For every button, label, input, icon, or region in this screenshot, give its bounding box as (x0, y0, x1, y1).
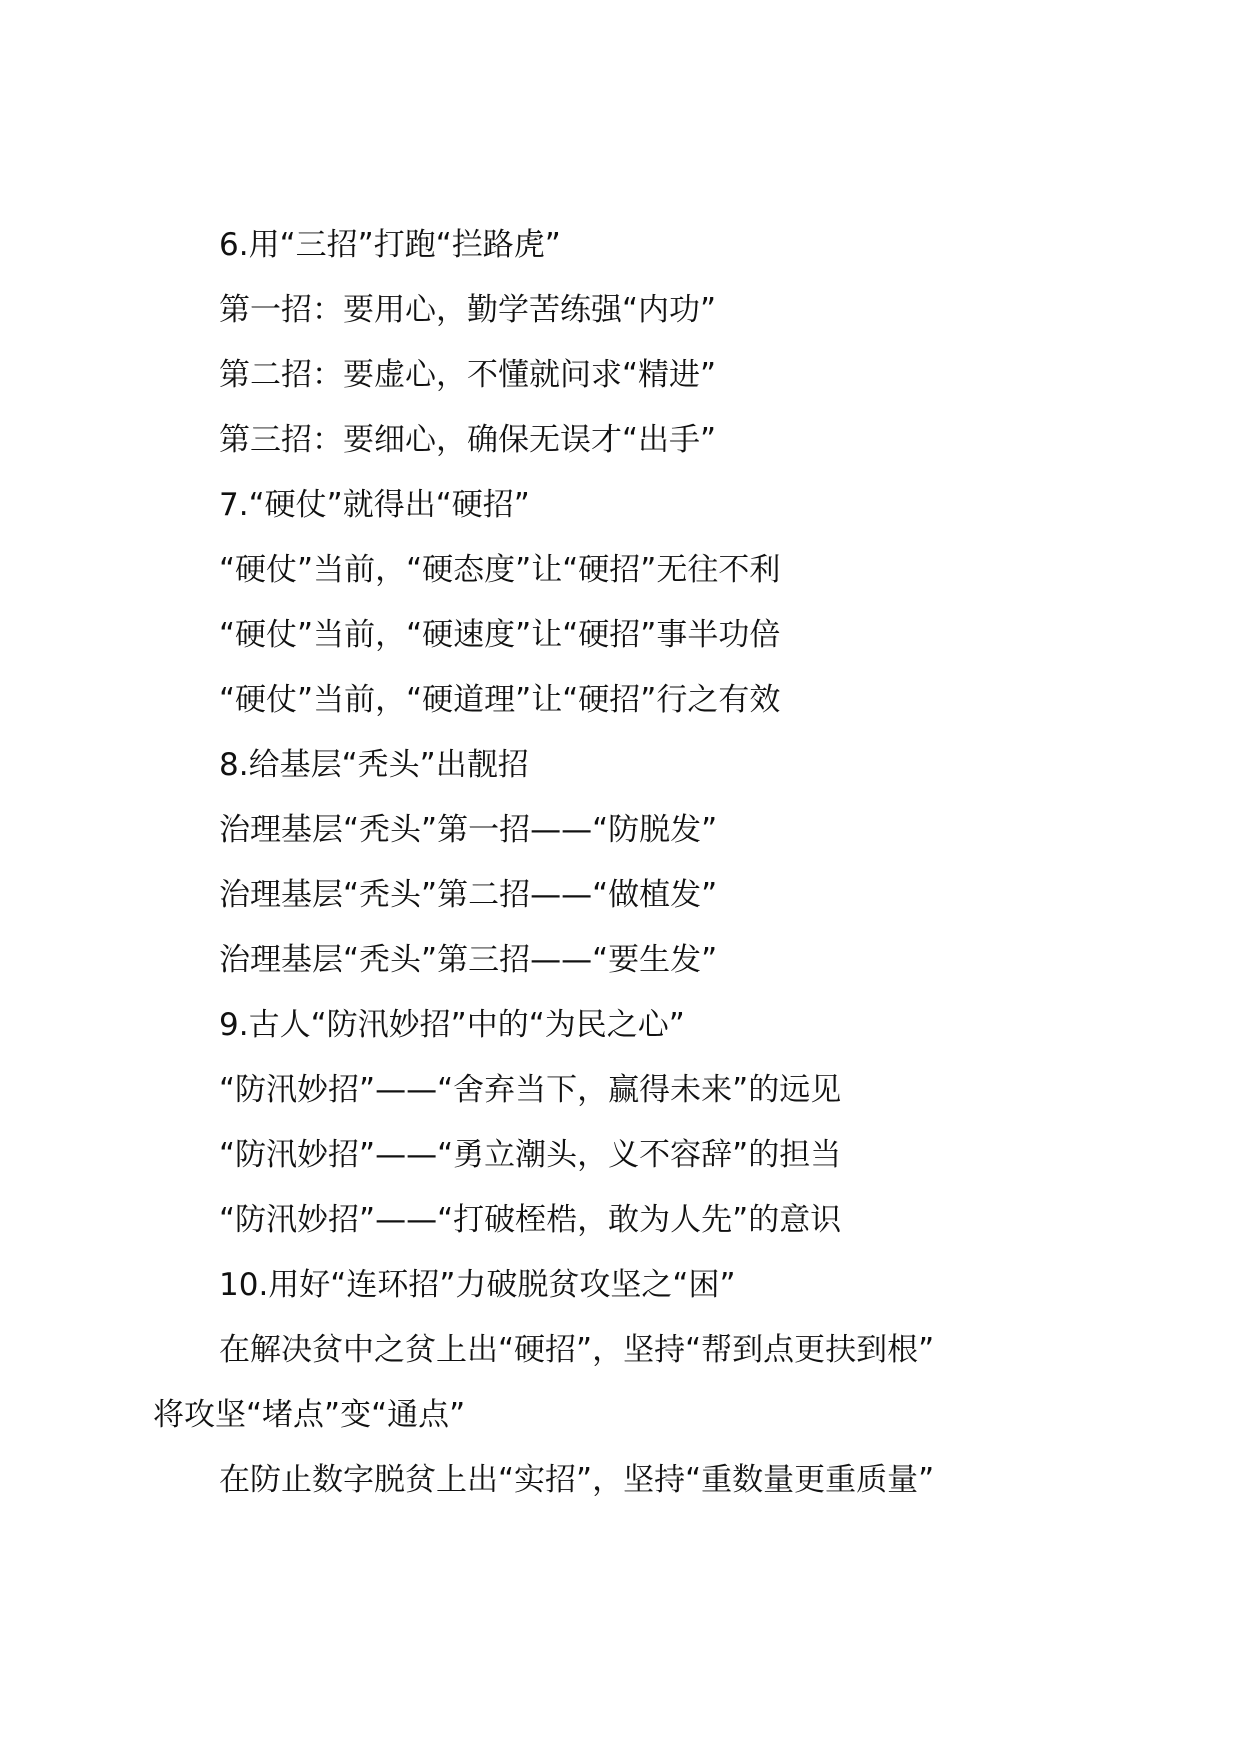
text-line: “硬仗”当前，“硬速度”让“硬招”事半功倍 (219, 617, 781, 653)
section-heading-9: 9.古人“防汛妙招”中的“为民之心” (219, 1007, 685, 1043)
document-body (153, 213, 1093, 1513)
text-line: “防汛妙招”——“勇立潮头，义不容辞”的担当 (219, 1137, 842, 1173)
text-line: 在防止数字脱贫上出“实招”，坚持“重数量更重质量” (219, 1462, 935, 1498)
text-line: 治理基层“秃头”第二招——“做植发” (219, 877, 718, 913)
text-line: “硬仗”当前，“硬道理”让“硬招”行之有效 (219, 682, 781, 718)
section-heading-10: 10.用好“连环招”力破脱贫攻坚之“困” (219, 1267, 736, 1303)
section-heading-6: 6.用“三招”打跑“拦路虎” (219, 227, 561, 263)
text-line: “防汛妙招”——“打破桎梏，敢为人先”的意识 (219, 1202, 842, 1238)
text-line: 第三招：要细心，确保无误才“出手” (219, 422, 717, 458)
text-line: 治理基层“秃头”第三招——“要生发” (219, 942, 718, 978)
text-line: 治理基层“秃头”第一招——“防脱发” (219, 812, 718, 848)
section-heading-7: 7.“硬仗”就得出“硬招” (219, 487, 530, 523)
text-line: 第一招：要用心，勤学苦练强“内功” (219, 292, 717, 328)
text-line: 在解决贫中之贫上出“硬招”，坚持“帮到点更扶到根” (219, 1332, 935, 1368)
text-line: “硬仗”当前，“硬态度”让“硬招”无往不利 (219, 552, 781, 588)
section-heading-8: 8.给基层“秃头”出靓招 (219, 747, 529, 783)
text-line: 第二招：要虚心，不懂就问求“精进” (219, 357, 717, 393)
text-line-continuation: 将攻坚“堵点”变“通点” (153, 1397, 466, 1433)
text-line: “防汛妙招”——“舍弃当下，赢得未来”的远见 (219, 1072, 842, 1108)
